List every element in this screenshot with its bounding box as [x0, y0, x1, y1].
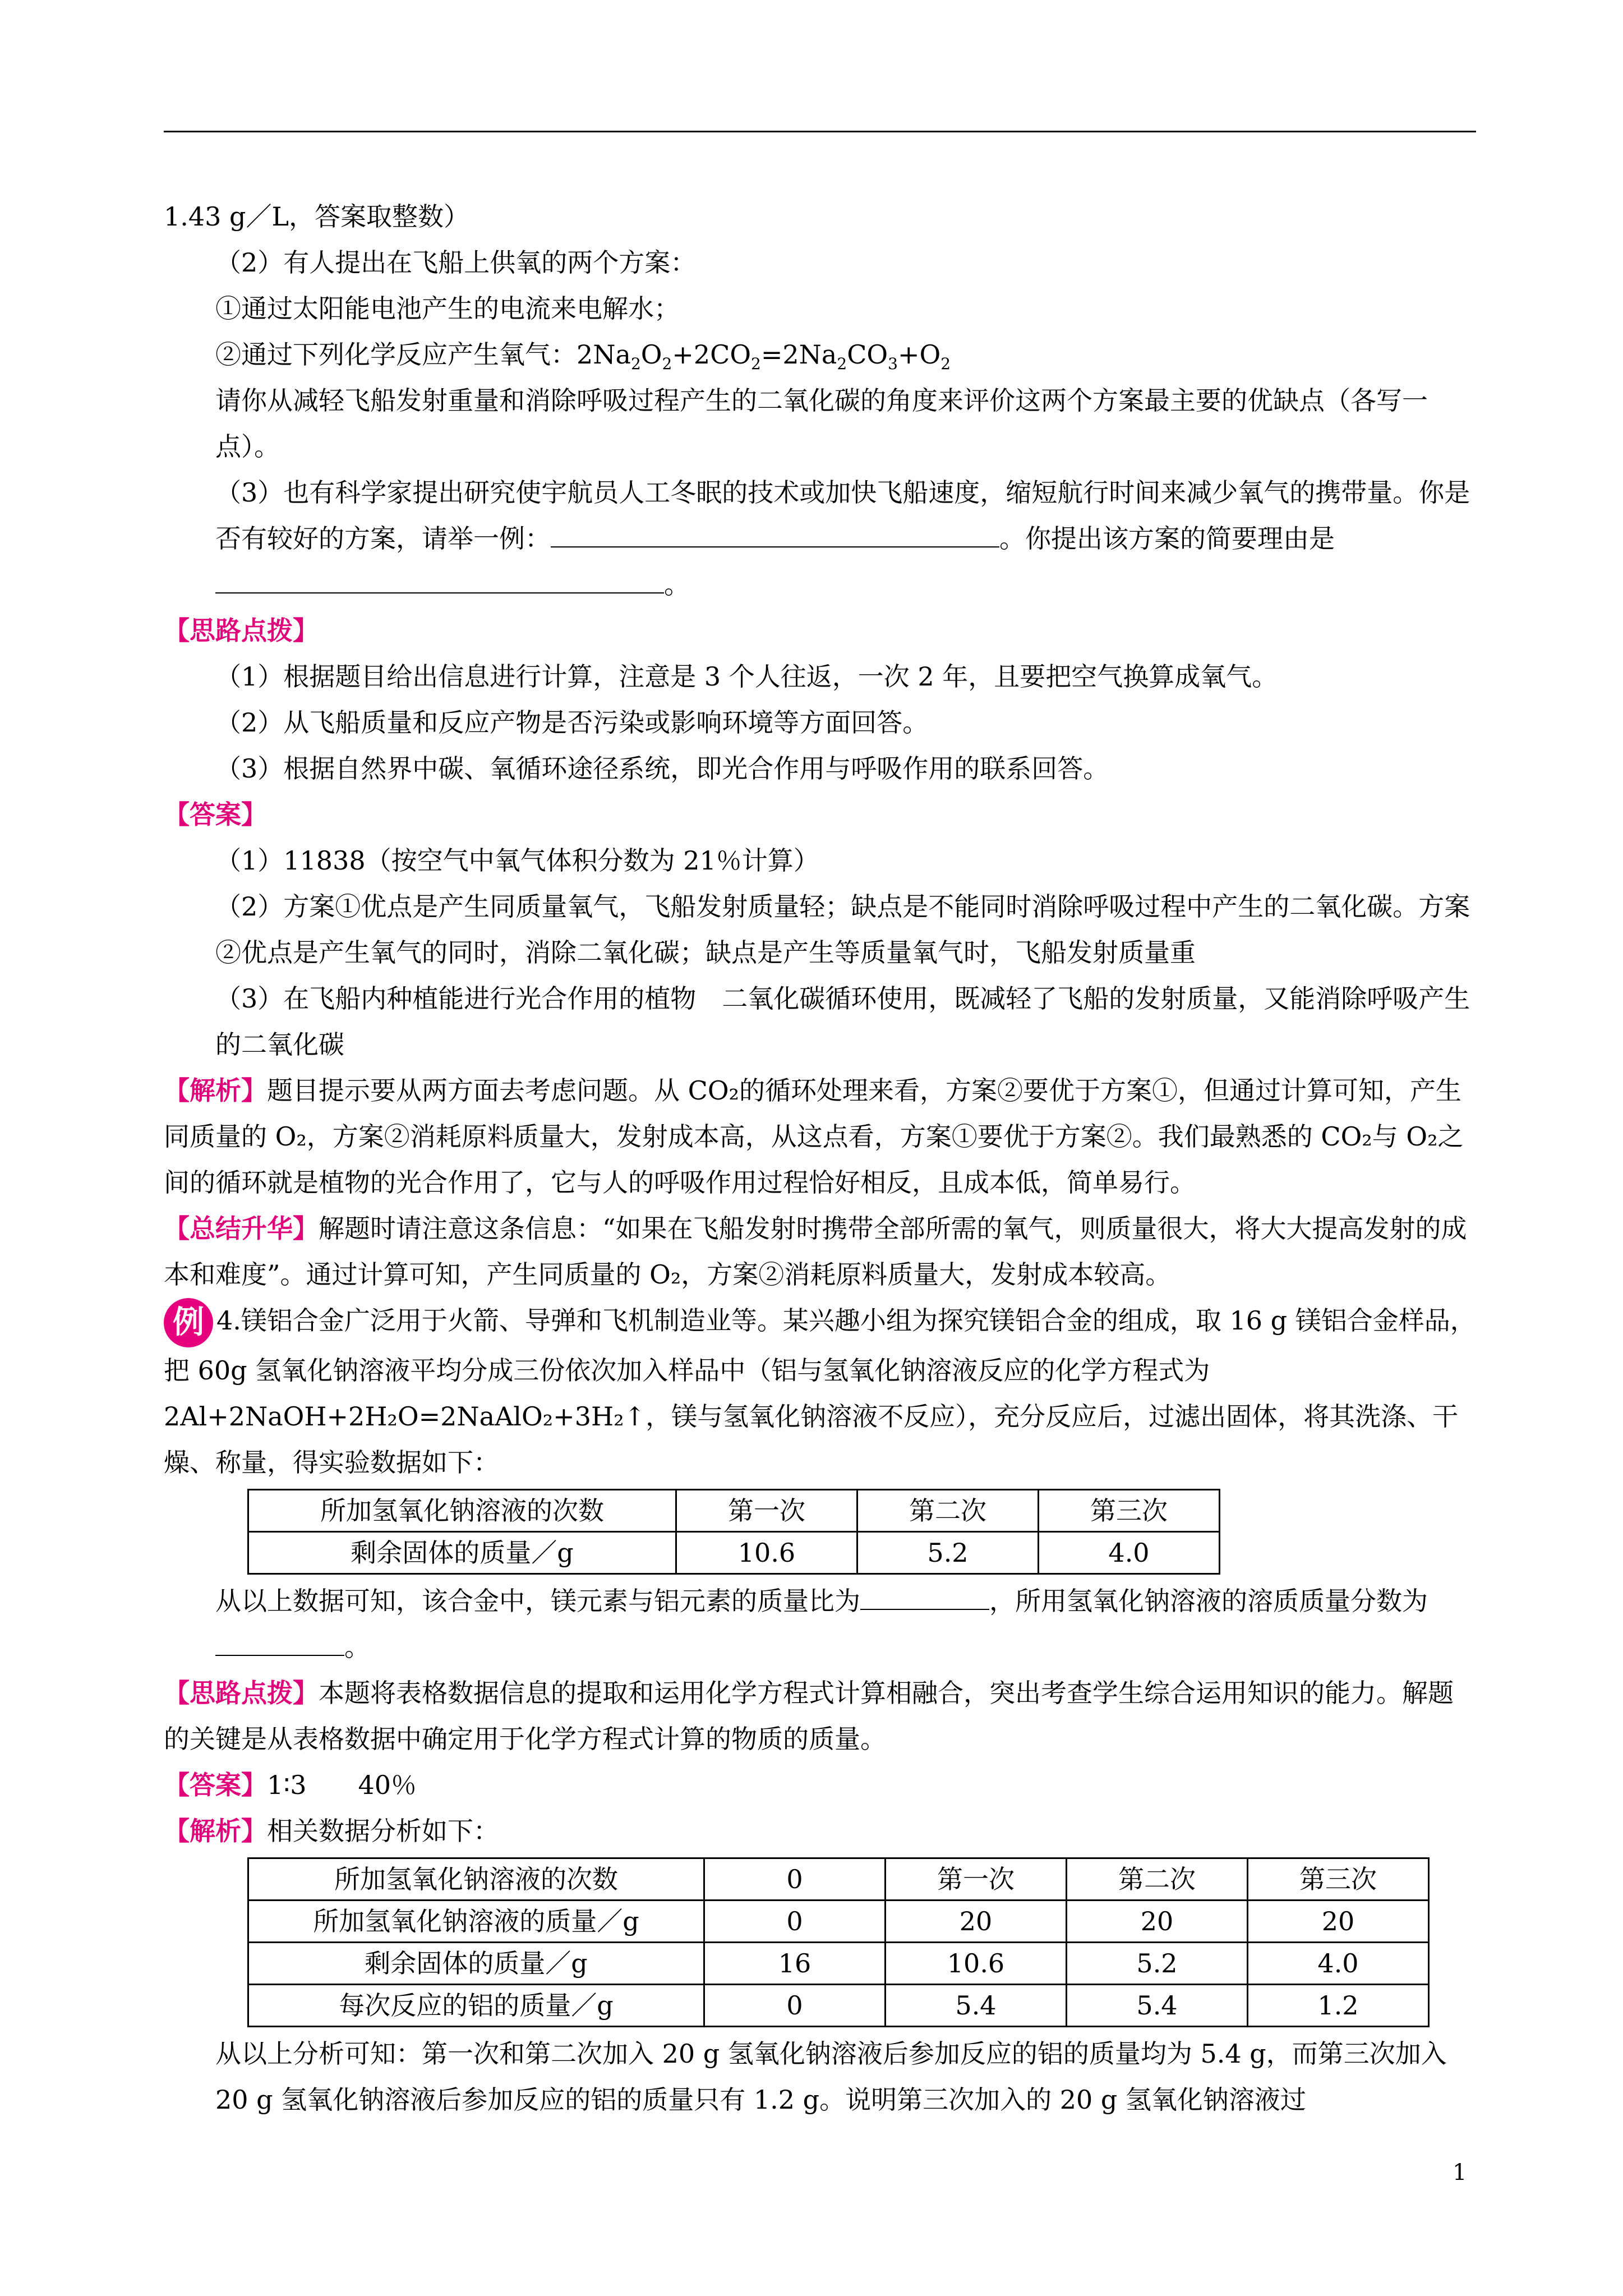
answer-blank[interactable] — [215, 564, 664, 593]
document-body — [164, 194, 1476, 2123]
table-row: 每次反应的铝的质量／g 0 5.4 5.4 1.2 — [248, 1985, 1429, 2027]
hint-2: （2）从飞船质量和反应产物是否污染或影响环境等方面回答。 — [215, 707, 929, 738]
eval-text: 请你从减轻飞船发射重量和消除呼吸过程产生的二氧化碳的角度来评价这两个方案最主要的优缺点（各写一点）。 — [215, 385, 1428, 462]
answer-blank[interactable] — [551, 518, 999, 547]
header-rule — [164, 131, 1476, 132]
option-1: ①通过太阳能电池产生的电流来电解水； — [215, 293, 680, 324]
q4-conclusion: 从以上分析可知：第一次和第二次加入 20 g 氢氧化钠溶液后参加反应的铝的质量均为 5.4 g，而第三次加入 20 g 氢氧化钠溶液后参加反应的铝的质量只有 1.2 g。说明第三次加入的 20 g 氢氧化钠溶液过 — [215, 2039, 1447, 2115]
q2-text: （2）有人提出在飞船上供氧的两个方案： — [215, 247, 697, 278]
option-2: ②通过下列化学反应产生氧气：$2Na_2O_2+2CO_2=2Na_2CO_3+O_2$ — [215, 339, 951, 374]
summary-text: 解题时请注意这条信息：“如果在飞船发射时携带全部所需的氧气，则质量很大，将大大提高发射的成本和难度”。通过计算可知，产生同质量的 O₂，方案②消耗原料质量大，发射成本较高。 — [164, 1213, 1467, 1290]
data-table-2 — [247, 1857, 1430, 2027]
tag-hint: 【思路点拨】 — [164, 1678, 319, 1708]
data-table-1 — [247, 1489, 1220, 1575]
q4-analysis: 【解析】相关数据分析如下： — [164, 1816, 499, 1846]
intro-line: 1.43 g／L，答案取整数） — [164, 201, 470, 232]
page-number: 1 — [1453, 2160, 1467, 2185]
answer-section — [164, 792, 1476, 838]
q4-text: 4.镁铝合金广泛用于火箭、导弹和飞机制造业等。某兴趣小组为探究镁铝合金的组成，取 16 g 镁铝合金样品，把 60g 氢氧化钠溶液平均分成三份依次加入样品中（铝与氢氧化钠溶液反应的化学方程式为 2Al+2NaOH+2H₂O=2NaAlO₂+3H₂↑，镁与氢氧化钠溶液不反应），充分反应后，过滤出固体，将其洗涤、干燥、称量，得实验数据如下： — [164, 1305, 1476, 1478]
q4-followup: 从以上数据可知，该合金中，镁元素与铝元素的质量比为 ，所用氢氧化钠溶液的溶质质量分数为。 — [164, 1578, 1476, 1670]
tag-analysis: 【解析】 — [164, 1816, 267, 1846]
summary-section — [164, 1205, 1476, 1297]
tag-hint: 【思路点拨】 — [164, 615, 319, 646]
hint-1: （1）根据题目给出信息进行计算，注意是 3 个人往返，一次 2 年，且要把空气换算成氧气。 — [215, 661, 1278, 692]
answer-3: （3）在飞船内种植能进行光合作用的植物 二氧化碳循环使用，既减轻了飞船的发射质量，又能消除呼吸产生的二氧化碳 — [215, 983, 1470, 1060]
hint-3: （3）根据自然界中碳、氧循环途径系统，即光合作用与呼吸作用的联系回答。 — [215, 753, 1109, 784]
table-row: 所加氢氧化钠溶液的质量／g 0 20 20 20 — [248, 1901, 1429, 1943]
table-row: 剩余固体的质量／g 10.6 5.2 4.0 — [248, 1532, 1220, 1574]
hint-section — [164, 608, 1476, 654]
q4-hint: 【思路点拨】本题将表格数据信息的提取和运用化学方程式计算相融合，突出考查学生综合运用知识的能力。解题的关键是从表格数据中确定用于化学方程式计算的物质的质量。 — [164, 1678, 1454, 1754]
analysis-text: 题目提示要从两方面去考虑问题。从 CO₂的循环处理来看，方案②要优于方案①，但通过计算可知，产生同质量的 O₂，方案②消耗原料质量大，发射成本高，从这点看，方案①要优于方案②。我们最熟悉的 CO₂与 O₂之间的循环就是植物的光合作用了，它与人的呼吸作用过程恰好相反，且成本低，简单易行。 — [164, 1075, 1464, 1198]
answer-2: （2）方案①优点是产生同质量氧气，飞船发射质量轻；缺点是不能同时消除呼吸过程中产生的二氧化碳。方案②优点是产生氧气的同时，消除二氧化碳；缺点是产生等质量氧气时，飞船发射质量重 — [215, 891, 1470, 968]
question-4 — [164, 1297, 1476, 1485]
tag-summary: 【总结升华】 — [164, 1213, 319, 1244]
answer-1: （1）11838（按空气中氧气体积分数为 21％计算） — [215, 845, 819, 876]
q4-answer: 【答案】1∶3 40％ — [164, 1770, 417, 1800]
tag-answer: 【答案】 — [164, 1770, 267, 1800]
table-row: 所加氢氧化钠溶液的次数 0 第一次 第二次 第三次 — [248, 1858, 1429, 1901]
tag-answer: 【答案】 — [164, 799, 267, 830]
answer-blank[interactable] — [215, 1627, 344, 1656]
answer-blank[interactable] — [860, 1581, 989, 1610]
table-row: 所加氢氧化钠溶液的次数 第一次 第二次 第三次 — [248, 1490, 1220, 1532]
tag-analysis: 【解析】 — [164, 1075, 267, 1106]
example-badge-icon: 例 — [164, 1298, 213, 1347]
table-row: 剩余固体的质量／g 16 10.6 5.2 4.0 — [248, 1943, 1429, 1985]
analysis-section — [164, 1068, 1476, 1205]
q3-text: （3）也有科学家提出研究使宇航员人工冬眠的技术或加快飞船速度，缩短航行时间来减少氧气的携带量。你是否有较好的方案，请举一例： 。你提出该方案的简要理由是。 — [215, 477, 1470, 600]
